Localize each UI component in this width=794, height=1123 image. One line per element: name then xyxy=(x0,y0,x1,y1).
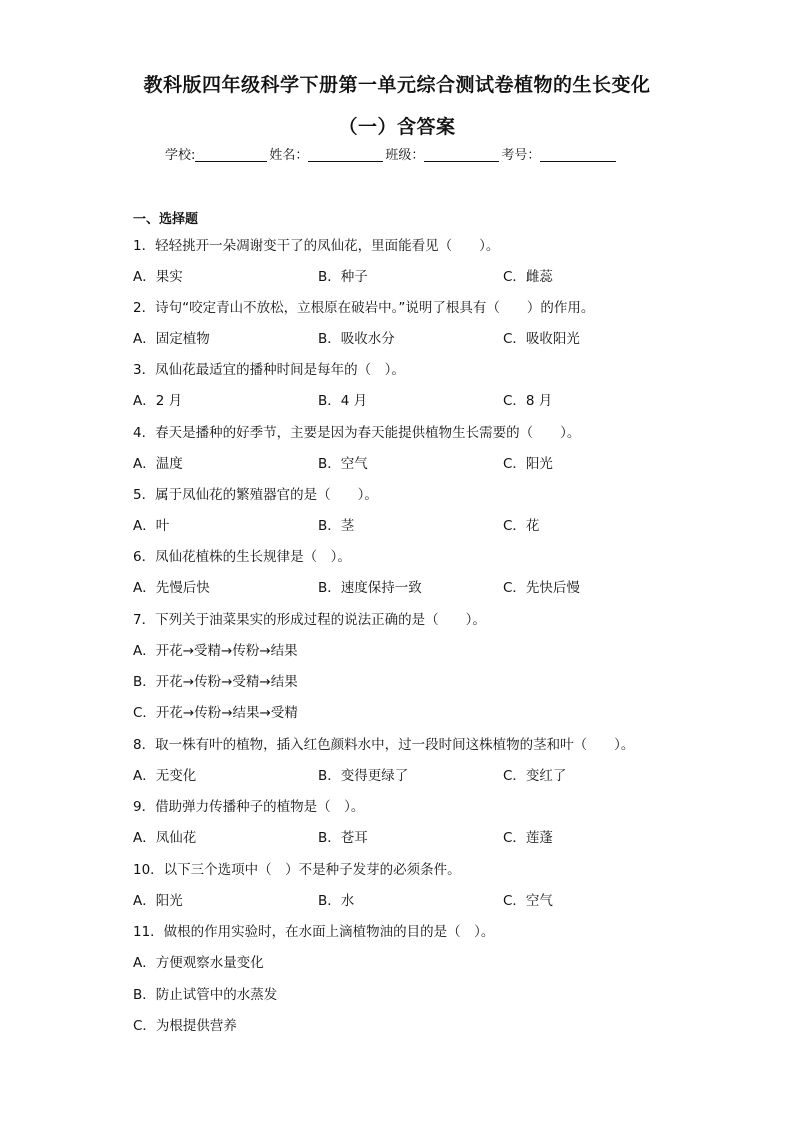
option-c[interactable]: C．开花→传粉→结果→受精 xyxy=(133,705,298,721)
question-7: 7．下列关于油菜果实的形成过程的说法正确的是（ ）。 xyxy=(133,612,486,628)
option-b[interactable]: B．苍耳 xyxy=(318,830,368,846)
page-subtitle: （一）含答案 xyxy=(338,116,456,138)
page-title: 教科版四年级科学下册第一单元综合测试卷植物的生长变化 xyxy=(143,74,651,96)
question-10: 10．以下三个选项中（ ）不是种子发芽的必须条件。 xyxy=(133,862,461,878)
exam-number-label: 考号： xyxy=(501,148,541,163)
option-a[interactable]: A．开花→受精→传粉→结果 xyxy=(133,643,298,659)
question-9: 9．借助弹力传播种子的植物是（ ）。 xyxy=(133,799,365,815)
option-a[interactable]: A．固定植物 xyxy=(133,331,210,347)
option-c[interactable]: C．阳光 xyxy=(503,456,553,472)
question-2: 2．诗句“咬定青山不放松，立根原在破岩中。”说明了根具有（ ）的作用。 xyxy=(133,300,595,316)
option-a[interactable]: A．阳光 xyxy=(133,893,183,909)
option-b[interactable]: B．种子 xyxy=(318,269,368,285)
question-4: 4．春天是播种的好季节，主要是因为春天能提供植物生长需要的（ ）。 xyxy=(133,425,581,441)
option-c[interactable]: C．莲蓬 xyxy=(503,830,553,846)
option-c[interactable]: C．花 xyxy=(503,518,540,534)
school-field[interactable] xyxy=(195,149,267,162)
name-label: 姓名： xyxy=(269,148,309,163)
option-a[interactable]: A．果实 xyxy=(133,269,183,285)
option-a[interactable]: A．2 月 xyxy=(133,393,183,409)
name-field[interactable] xyxy=(308,149,383,162)
exam-number-field[interactable] xyxy=(540,149,616,162)
option-a[interactable]: A．温度 xyxy=(133,456,183,472)
option-b[interactable]: B．茎 xyxy=(318,518,355,534)
option-a[interactable]: A．凤仙花 xyxy=(133,830,197,846)
question-3: 3．凤仙花最适宜的播种时间是每年的（ ）。 xyxy=(133,362,405,378)
question-8: 8．取一株有叶的植物，插入红色颜料水中，过一段时间这株植物的茎和叶（ ）。 xyxy=(133,737,635,753)
class-field[interactable] xyxy=(424,149,499,162)
option-b[interactable]: B．防止试管中的水蒸发 xyxy=(133,987,278,1003)
option-b[interactable]: B．空气 xyxy=(318,456,368,472)
student-info-row xyxy=(165,144,665,163)
option-a[interactable]: A．无变化 xyxy=(133,768,197,784)
question-1: 1．轻轻挑开一朵凋谢变干了的凤仙花，里面能看见（ ）。 xyxy=(133,238,500,254)
question-5: 5．属于凤仙花的繁殖器官的是（ ）。 xyxy=(133,487,378,503)
question-6: 6．凤仙花植株的生长规律是（ ）。 xyxy=(133,549,351,565)
option-c[interactable]: C．雌蕊 xyxy=(503,269,553,285)
school-label: 学校: xyxy=(165,148,196,163)
option-b[interactable]: B．变得更绿了 xyxy=(318,768,409,784)
option-b[interactable]: B．4 月 xyxy=(318,393,368,409)
option-a[interactable]: A．先慢后快 xyxy=(133,580,210,596)
option-c[interactable]: C．为根提供营养 xyxy=(133,1018,237,1034)
option-b[interactable]: B．开花→传粉→受精→结果 xyxy=(133,674,298,690)
option-b[interactable]: B．速度保持一致 xyxy=(318,580,422,596)
option-b[interactable]: B．吸收水分 xyxy=(318,331,395,347)
option-c[interactable]: C．先快后慢 xyxy=(503,580,580,596)
option-a[interactable]: A．叶 xyxy=(133,518,170,534)
section-title: 一、选择题 xyxy=(133,212,199,227)
option-a[interactable]: A．方便观察水量变化 xyxy=(133,955,264,971)
question-11: 11．做根的作用实验时，在水面上滴植物油的目的是（ ）。 xyxy=(133,924,495,940)
option-c[interactable]: C．变红了 xyxy=(503,768,567,784)
option-b[interactable]: B．水 xyxy=(318,893,355,909)
option-c[interactable]: C．吸收阳光 xyxy=(503,331,580,347)
option-c[interactable]: C．空气 xyxy=(503,893,553,909)
class-label: 班级： xyxy=(385,148,425,163)
option-c[interactable]: C．8 月 xyxy=(503,393,553,409)
